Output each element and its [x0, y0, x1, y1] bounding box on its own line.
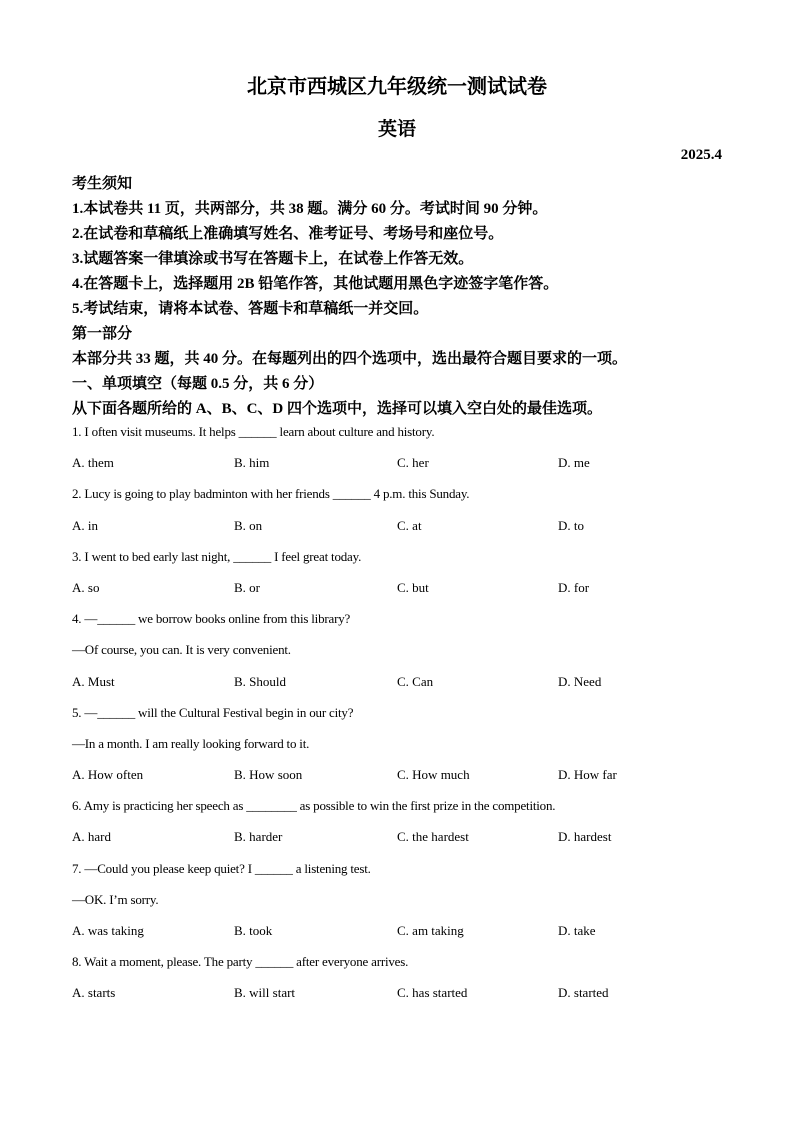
- option-b: B. him: [234, 455, 270, 471]
- question-reply: —Of course, you can. It is very convenient.: [72, 642, 291, 658]
- option-a: A. How often: [72, 767, 144, 783]
- notes-item: 1.本试卷共 11 页，共两部分，共 38 题。满分 60 分。考试时间 90 分钟。: [72, 201, 548, 217]
- question-stem: 4. —______ we borrow books online from this library?: [72, 611, 351, 627]
- option-a: A. them: [72, 455, 114, 471]
- part-description: 本部分共 33 题，共 40 分。在每题列出的四个选项中，选出最符合题目要求的一项。: [72, 351, 628, 367]
- option-a: A. was taking: [72, 923, 144, 938]
- question-stem: 6. Amy is practicing her speech as ________ as possible to win the first prize in the competition.: [72, 798, 556, 814]
- question-reply: —In a month. I am really looking forward to it.: [72, 735, 310, 751]
- option-row: [72, 576, 732, 607]
- option-row: [72, 919, 732, 950]
- exam-date: 2025.4: [680, 147, 722, 163]
- question-stem: 7. —Could you please keep quiet? I ______ a listening test.: [72, 860, 371, 876]
- notes-heading: 考生须知: [72, 176, 133, 192]
- option-row: [72, 825, 732, 856]
- notes-item: 5.考试结束，请将本试卷、答题卡和草稿纸一并交回。: [72, 301, 429, 317]
- option-d: D. to: [558, 517, 584, 533]
- question-stem: 2. Lucy is going to play badminton with her friends ______ 4 p.m. this Sunday.: [72, 486, 470, 502]
- section-instruction: 从下面各题所给的 A、B、C、D 四个选项中，选择可以填入空白处的最佳选项。: [72, 401, 603, 417]
- option-b: B. will start: [234, 985, 296, 1001]
- section-title: 一、单项填空（每题 0.5 分，共 6 分）: [72, 376, 324, 392]
- option-row: [72, 514, 732, 545]
- option-row: [72, 981, 732, 1012]
- option-b: B. or: [234, 579, 260, 595]
- option-d: D. for: [558, 579, 590, 595]
- option-d: D. How far: [558, 767, 617, 783]
- option-c: C. but: [397, 579, 429, 595]
- exam-title: 北京市西城区九年级统一测试试卷: [247, 76, 547, 98]
- exam-notes: [72, 172, 732, 422]
- option-d: D. hardest: [558, 829, 612, 845]
- notes-item: 4.在答题卡上，选择题用 2B 铅笔作答，其他试题用黑色字迹签字笔作答。: [72, 276, 559, 292]
- option-c: C. at: [397, 517, 422, 533]
- option-row: [72, 451, 732, 482]
- option-b: B. How soon: [234, 767, 303, 783]
- option-a: A. hard: [72, 829, 111, 845]
- question-reply: —OK. I’m sorry.: [72, 891, 159, 907]
- question-stem: 1. I often visit museums. It helps ______ learn about culture and history.: [72, 424, 435, 439]
- option-c: C. has started: [397, 985, 468, 1001]
- exam-subject: 英语: [377, 119, 416, 140]
- option-d: D. started: [558, 985, 609, 1001]
- option-b: B. Should: [234, 673, 287, 689]
- option-a: A. so: [72, 579, 100, 595]
- option-b: B. took: [234, 923, 273, 938]
- option-d: D. me: [558, 455, 590, 471]
- notes-item: 2.在试卷和草稿纸上准确填写姓名、准考证号、考场号和座位号。: [72, 226, 504, 242]
- option-row: [72, 670, 732, 701]
- option-a: A. starts: [72, 985, 116, 1001]
- question-list: [72, 420, 732, 1013]
- notes-item: 3.试题答案一律填涂或书写在答题卡上，在试卷上作答无效。: [72, 251, 474, 267]
- part-title: 第一部分: [72, 326, 133, 342]
- option-a: A. Must: [72, 673, 115, 689]
- option-b: B. on: [234, 517, 263, 533]
- option-row: [72, 763, 732, 794]
- option-c: C. the hardest: [397, 829, 469, 845]
- option-d: D. Need: [558, 673, 602, 689]
- question-stem: 3. I went to bed early last night, ______ I feel great today.: [72, 548, 362, 564]
- option-a: A. in: [72, 517, 98, 533]
- question-stem: 8. Wait a moment, please. The party ______ after everyone arrives.: [72, 954, 409, 970]
- option-c: C. am taking: [397, 923, 464, 938]
- option-c: C. How much: [397, 767, 470, 783]
- option-b: B. harder: [234, 829, 283, 845]
- option-d: D. take: [558, 923, 596, 938]
- option-c: C. Can: [397, 673, 434, 689]
- option-c: C. her: [397, 455, 429, 471]
- question-stem: 5. —______ will the Cultural Festival begin in our city?: [72, 704, 354, 720]
